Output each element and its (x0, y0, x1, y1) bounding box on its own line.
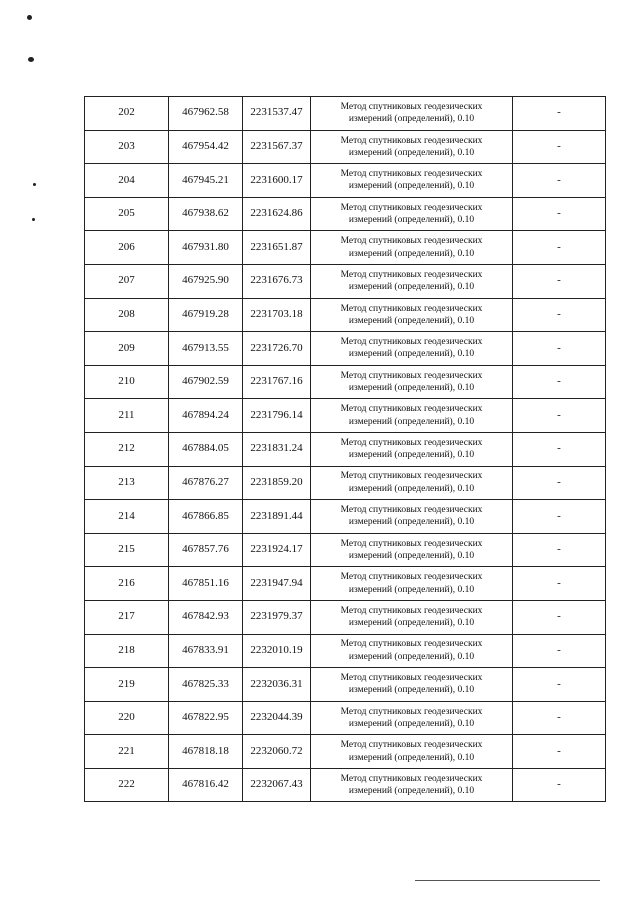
point-number-cell: 212 (85, 432, 169, 466)
point-number-cell: 211 (85, 399, 169, 433)
note-cell: - (513, 164, 606, 198)
method-cell (311, 634, 513, 668)
y-coordinate-cell: 2231600.17 (243, 164, 311, 198)
x-coordinate-cell: 467919.28 (169, 298, 243, 332)
table-row (85, 500, 606, 534)
x-coordinate-cell: 467857.76 (169, 533, 243, 567)
method-line-2: измерений (определений), 0.10 (348, 147, 475, 158)
x-coordinate-cell: 467913.55 (169, 332, 243, 366)
note-cell: - (513, 500, 606, 534)
method-line-2: измерений (определений), 0.10 (348, 248, 475, 259)
footer-rule (415, 880, 600, 881)
point-number-cell: 220 (85, 701, 169, 735)
note-cell: - (513, 634, 606, 668)
y-coordinate-cell: 2231859.20 (243, 466, 311, 500)
y-coordinate-cell: 2231726.70 (243, 332, 311, 366)
point-number-cell: 203 (85, 130, 169, 164)
method-cell (311, 231, 513, 265)
y-coordinate-cell: 2231651.87 (243, 231, 311, 265)
method-cell (311, 701, 513, 735)
method-line-2: измерений (определений), 0.10 (348, 618, 475, 629)
method-cell (311, 264, 513, 298)
note-cell: - (513, 533, 606, 567)
method-line-1: Метод спутниковых геодезических (340, 505, 483, 516)
method-line-1: Метод спутниковых геодезических (340, 773, 483, 784)
table-row (85, 668, 606, 702)
method-line-2: измерений (определений), 0.10 (348, 383, 475, 394)
method-line-2: измерений (определений), 0.10 (348, 416, 475, 427)
note-cell: - (513, 701, 606, 735)
method-line-2: измерений (определений), 0.10 (348, 181, 475, 192)
method-cell (311, 466, 513, 500)
x-coordinate-cell: 467902.59 (169, 365, 243, 399)
method-line-1: Метод спутниковых геодезических (340, 303, 483, 314)
table-row (85, 567, 606, 601)
note-cell: - (513, 264, 606, 298)
method-line-2: измерений (определений), 0.10 (348, 215, 475, 226)
scan-speck (27, 15, 32, 20)
note-cell: - (513, 567, 606, 601)
method-cell (311, 332, 513, 366)
method-line-2: измерений (определений), 0.10 (348, 685, 475, 696)
method-line-2: измерений (определений), 0.10 (348, 282, 475, 293)
scan-speck (32, 218, 35, 221)
x-coordinate-cell: 467833.91 (169, 634, 243, 668)
method-line-2: измерений (определений), 0.10 (348, 551, 475, 562)
table-row (85, 197, 606, 231)
y-coordinate-cell: 2231624.86 (243, 197, 311, 231)
method-line-2: измерений (определений), 0.10 (348, 450, 475, 461)
method-line-1: Метод спутниковых геодезических (340, 404, 483, 415)
point-number-cell: 214 (85, 500, 169, 534)
table-row (85, 164, 606, 198)
method-line-1: Метод спутниковых геодезических (340, 605, 483, 616)
method-line-2: измерений (определений), 0.10 (348, 584, 475, 595)
method-line-2: измерений (определений), 0.10 (348, 114, 475, 125)
x-coordinate-cell: 467851.16 (169, 567, 243, 601)
y-coordinate-cell: 2231703.18 (243, 298, 311, 332)
point-number-cell: 208 (85, 298, 169, 332)
method-cell (311, 298, 513, 332)
method-cell (311, 533, 513, 567)
method-line-1: Метод спутниковых геодезических (340, 269, 483, 280)
x-coordinate-cell: 467876.27 (169, 466, 243, 500)
coordinates-table-body (85, 97, 606, 802)
method-cell (311, 365, 513, 399)
x-coordinate-cell: 467822.95 (169, 701, 243, 735)
y-coordinate-cell: 2231947.94 (243, 567, 311, 601)
y-coordinate-cell: 2231831.24 (243, 432, 311, 466)
table-row (85, 130, 606, 164)
y-coordinate-cell: 2231676.73 (243, 264, 311, 298)
method-line-1: Метод спутниковых геодезических (340, 572, 483, 583)
table-row (85, 701, 606, 735)
point-number-cell: 218 (85, 634, 169, 668)
x-coordinate-cell: 467894.24 (169, 399, 243, 433)
point-number-cell: 221 (85, 735, 169, 769)
table-row (85, 298, 606, 332)
method-line-2: измерений (определений), 0.10 (348, 315, 475, 326)
point-number-cell: 219 (85, 668, 169, 702)
table-row (85, 466, 606, 500)
method-line-1: Метод спутниковых геодезических (340, 202, 483, 213)
method-line-1: Метод спутниковых геодезических (340, 639, 483, 650)
y-coordinate-cell: 2232044.39 (243, 701, 311, 735)
point-number-cell: 209 (85, 332, 169, 366)
note-cell: - (513, 130, 606, 164)
note-cell: - (513, 365, 606, 399)
method-cell (311, 164, 513, 198)
note-cell: - (513, 600, 606, 634)
method-line-1: Метод спутниковых геодезических (340, 706, 483, 717)
point-number-cell: 215 (85, 533, 169, 567)
note-cell: - (513, 668, 606, 702)
method-cell (311, 130, 513, 164)
method-line-1: Метод спутниковых геодезических (340, 471, 483, 482)
note-cell: - (513, 197, 606, 231)
y-coordinate-cell: 2231979.37 (243, 600, 311, 634)
table-row (85, 634, 606, 668)
x-coordinate-cell: 467954.42 (169, 130, 243, 164)
scan-speck (28, 57, 34, 62)
method-cell (311, 197, 513, 231)
x-coordinate-cell: 467945.21 (169, 164, 243, 198)
method-cell (311, 600, 513, 634)
y-coordinate-cell: 2232036.31 (243, 668, 311, 702)
x-coordinate-cell: 467866.85 (169, 500, 243, 534)
method-cell (311, 399, 513, 433)
method-line-1: Метод спутниковых геодезических (340, 437, 483, 448)
method-line-1: Метод спутниковых геодезических (340, 169, 483, 180)
method-cell (311, 668, 513, 702)
table-row (85, 768, 606, 802)
method-line-1: Метод спутниковых геодезических (340, 370, 483, 381)
point-number-cell: 210 (85, 365, 169, 399)
table-row (85, 432, 606, 466)
y-coordinate-cell: 2232067.43 (243, 768, 311, 802)
y-coordinate-cell: 2232010.19 (243, 634, 311, 668)
table-row (85, 533, 606, 567)
table-row (85, 399, 606, 433)
x-coordinate-cell: 467842.93 (169, 600, 243, 634)
method-line-2: измерений (определений), 0.10 (348, 651, 475, 662)
x-coordinate-cell: 467884.05 (169, 432, 243, 466)
method-line-1: Метод спутниковых геодезических (340, 740, 483, 751)
note-cell: - (513, 231, 606, 265)
y-coordinate-cell: 2231567.37 (243, 130, 311, 164)
table-row (85, 600, 606, 634)
method-line-2: измерений (определений), 0.10 (348, 718, 475, 729)
point-number-cell: 216 (85, 567, 169, 601)
note-cell: - (513, 298, 606, 332)
point-number-cell: 217 (85, 600, 169, 634)
method-line-1: Метод спутниковых геодезических (340, 236, 483, 247)
method-cell (311, 500, 513, 534)
x-coordinate-cell: 467825.33 (169, 668, 243, 702)
x-coordinate-cell: 467925.90 (169, 264, 243, 298)
x-coordinate-cell: 467931.80 (169, 231, 243, 265)
point-number-cell: 222 (85, 768, 169, 802)
x-coordinate-cell: 467938.62 (169, 197, 243, 231)
table-row (85, 231, 606, 265)
method-cell (311, 432, 513, 466)
method-cell (311, 735, 513, 769)
method-cell (311, 97, 513, 131)
y-coordinate-cell: 2232060.72 (243, 735, 311, 769)
note-cell: - (513, 399, 606, 433)
x-coordinate-cell: 467962.58 (169, 97, 243, 131)
method-line-2: измерений (определений), 0.10 (348, 517, 475, 528)
y-coordinate-cell: 2231767.16 (243, 365, 311, 399)
point-number-cell: 206 (85, 231, 169, 265)
x-coordinate-cell: 467818.18 (169, 735, 243, 769)
scan-speck (33, 183, 36, 186)
point-number-cell: 202 (85, 97, 169, 131)
note-cell: - (513, 735, 606, 769)
table-row (85, 264, 606, 298)
y-coordinate-cell: 2231891.44 (243, 500, 311, 534)
method-line-1: Метод спутниковых геодезических (340, 673, 483, 684)
method-line-1: Метод спутниковых геодезических (340, 135, 483, 146)
note-cell: - (513, 768, 606, 802)
method-line-1: Метод спутниковых геодезических (340, 101, 483, 112)
method-line-2: измерений (определений), 0.10 (348, 752, 475, 763)
method-line-2: измерений (определений), 0.10 (348, 786, 475, 797)
method-cell (311, 567, 513, 601)
y-coordinate-cell: 2231537.47 (243, 97, 311, 131)
point-number-cell: 207 (85, 264, 169, 298)
method-line-2: измерений (определений), 0.10 (348, 483, 475, 494)
point-number-cell: 213 (85, 466, 169, 500)
y-coordinate-cell: 2231924.17 (243, 533, 311, 567)
point-number-cell: 204 (85, 164, 169, 198)
point-number-cell: 205 (85, 197, 169, 231)
note-cell: - (513, 332, 606, 366)
table-row (85, 735, 606, 769)
note-cell: - (513, 97, 606, 131)
coordinates-table (84, 96, 606, 802)
note-cell: - (513, 432, 606, 466)
method-line-2: измерений (определений), 0.10 (348, 349, 475, 360)
x-coordinate-cell: 467816.42 (169, 768, 243, 802)
y-coordinate-cell: 2231796.14 (243, 399, 311, 433)
method-line-1: Метод спутниковых геодезических (340, 337, 483, 348)
note-cell: - (513, 466, 606, 500)
table-row (85, 97, 606, 131)
method-line-1: Метод спутниковых геодезических (340, 538, 483, 549)
method-cell (311, 768, 513, 802)
table-row (85, 365, 606, 399)
table-row (85, 332, 606, 366)
